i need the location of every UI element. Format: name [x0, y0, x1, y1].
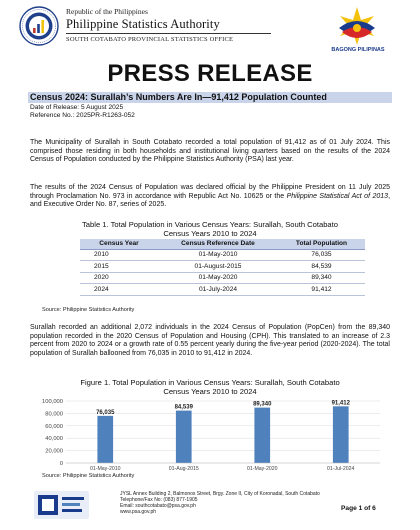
table-row: [80, 272, 365, 284]
table-cell-year: 2020: [80, 272, 158, 284]
page-header: [0, 0, 420, 56]
table-cell-date: 01-May-2010: [158, 249, 278, 261]
population-bar-chart: [30, 397, 390, 473]
table-source: Source: Philippine Statistics Authority: [42, 307, 135, 313]
release-meta: [30, 104, 135, 121]
page-title: PRESS RELEASE: [107, 60, 313, 87]
y-tick-label: 80,000: [45, 411, 63, 418]
y-tick-label: 0: [59, 461, 63, 467]
table-row: [80, 249, 365, 261]
release-date: Date of Release: 5 August 2025: [30, 104, 124, 111]
psa-seal-icon: [19, 6, 59, 46]
data-label: 89,340: [253, 401, 272, 408]
figure-title-line-1: Figure 1. Total Population in Various Census Years: Surallah, South Cotabato: [80, 378, 340, 387]
table-cell-date: 01-May-2020: [158, 272, 278, 284]
y-tick-label: 40,000: [45, 436, 63, 443]
x-tick-label: 01-Aug-2015: [168, 466, 199, 472]
footer-address: JYSL Annex Building 2, Balmonos Street, Brgy. Zone II, City of Koronadal, South Cotabato: [120, 491, 320, 497]
table-cell-population: 76,035: [278, 249, 365, 261]
table-cell-date: 01-July-2024: [158, 284, 278, 296]
table-row: [80, 261, 365, 273]
data-label: 76,035: [96, 409, 115, 416]
y-tick-label: 60,000: [45, 423, 63, 430]
figure-title: [30, 378, 390, 396]
bar: [97, 416, 113, 463]
table-title-line-2: Census Years 2010 to 2024: [163, 229, 257, 238]
x-tick-label: 01-Jul-2024: [327, 466, 355, 472]
office-name: SOUTH COTABATO PROVINCIAL STATISTICS OFFICE: [66, 36, 234, 43]
header-divider: [66, 33, 271, 34]
table-cell-population: 91,412: [278, 284, 365, 296]
table-title-line-1: Table 1. Total Population in Various Census Years: Surallah, South Cotabato: [82, 220, 338, 229]
paragraph-1: The Municipality of Surallah in South Cotabato recorded a total population of 91,412 as of 01 July 2024. This comprised those residing in both households and institutional living quarters based on the results of the 2024 Census of Population conducted by the Philippine Statistics Authority (PSA) last year.: [30, 139, 390, 163]
footer-contact: [120, 491, 320, 515]
footer-telephone: Telephone/Fax No: (083) 877-1905: [120, 497, 198, 504]
paragraph-2-italic: Philippine Statistical Act of 2013: [286, 192, 389, 200]
bar: [176, 411, 192, 463]
reference-number: Reference No.: 2025PR-R1263-052: [30, 112, 135, 120]
population-table: [80, 239, 365, 296]
table-cell-population: 84,539: [278, 261, 365, 273]
headline: Census 2024: Surallah’s Numbers Are In—91,412 Population Counted: [30, 92, 327, 102]
figure-source: Source: Philippine Statistics Authority: [42, 473, 135, 479]
x-tick-label: 01-May-2010: [89, 466, 121, 472]
page-number: Page 1 of 6: [341, 505, 376, 512]
paragraph-2: [30, 184, 390, 210]
footer-certification-logo-icon: [34, 489, 89, 521]
organization-name: Philippine Statistics Authority: [66, 17, 220, 31]
republic-label: Republic of the Philippines: [66, 7, 148, 16]
x-tick-label: 01-May-2020: [246, 466, 278, 472]
paragraph-2-part-2: , and Executive Order No. 87, series of 2025.: [30, 192, 391, 208]
footer-email: Email: southcotabato@psa.gov.ph: [120, 503, 196, 510]
table-header-population: Total Population: [278, 239, 365, 249]
table-header-row: [80, 239, 365, 249]
table-cell-date: 01-August-2015: [158, 261, 278, 273]
bagong-pilipinas-text: BAGONG PILIPINAS: [331, 47, 385, 53]
table-header-year: Census Year: [80, 239, 158, 249]
table-cell-year: 2015: [80, 261, 158, 273]
table-cell-year: 2010: [80, 249, 158, 261]
table-cell-year: 2024: [80, 284, 158, 296]
table-cell-population: 89,340: [278, 272, 365, 284]
table-title: [30, 220, 390, 238]
footer-website: www.psa.gov.ph: [120, 509, 157, 516]
paragraph-3: Surallah recorded an additional 2,072 individuals in the 2024 Census of Population (PopCen) from the 89,340 population recorded in the 2020 Census of Population and Housing (CPH). This translated to an increase of 2.3 percent from 2020 to 2024 or a growth rate of 0.55 percent yearly during the five-year period (2020-2024). The total population of Surallah ballooned from 76,035 in 2010 to 91,412 in 2024.: [30, 324, 390, 357]
figure-title-line-2: Census Years 2010 to 2024: [163, 387, 257, 396]
table-row: [80, 284, 365, 296]
data-label: 91,412: [331, 400, 350, 407]
data-label: 84,539: [174, 404, 193, 411]
bar: [254, 408, 270, 463]
table-header-date: Census Reference Date: [158, 239, 278, 249]
y-tick-label: 100,000: [42, 399, 63, 405]
y-tick-label: 20,000: [45, 448, 63, 455]
paragraph-2-part-1: The results of the 2024 Census of Population was declared official by the Philippine President on 11 July 2025 through Proclamation No. 973 in accordance with Republic Act No. 10625 or the: [30, 184, 390, 200]
bar: [333, 406, 349, 463]
header-text: [66, 7, 271, 43]
